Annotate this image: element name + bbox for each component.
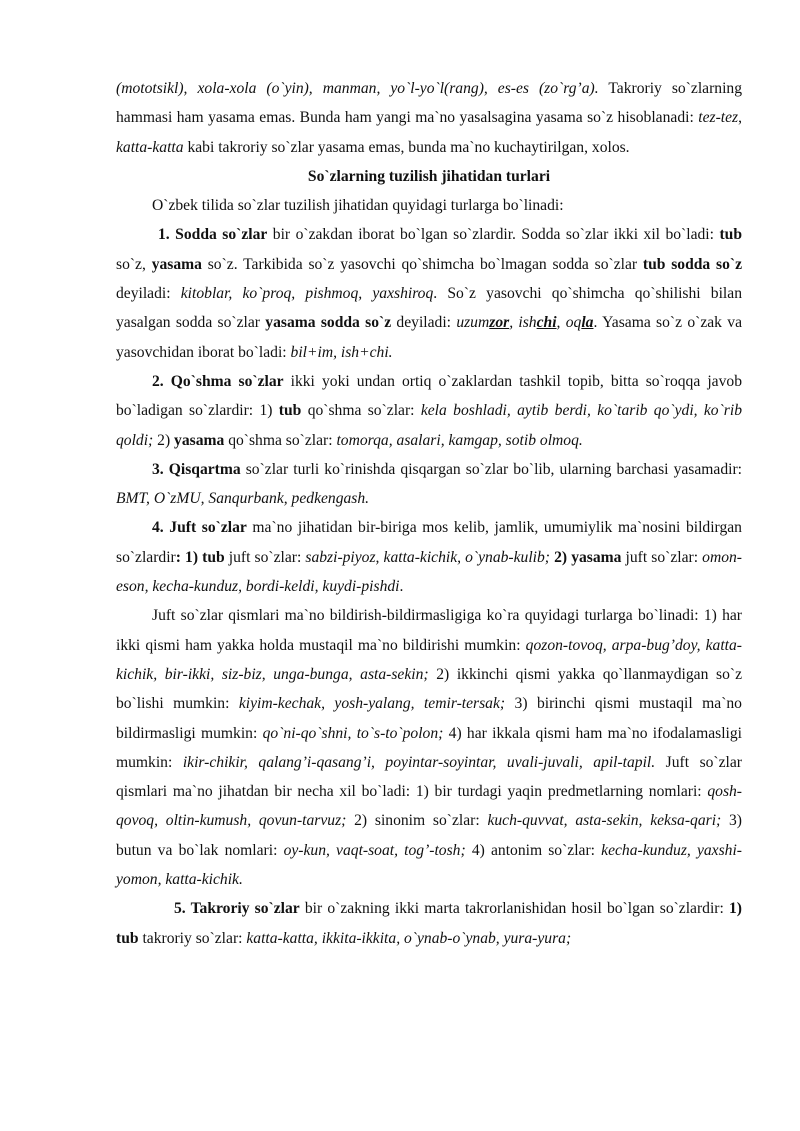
examples-italic: kitoblar, ko`proq, pishmoq, yaxshiroq <box>180 285 434 303</box>
examples-italic: sabzi-piyoz, katta-kichik, o`ynab-kulib; <box>305 548 550 566</box>
examples-italic: tomorqa, asalari, kamgap, sotib olmoq. <box>336 431 583 449</box>
paragraph-juft-sozlar <box>116 513 742 601</box>
text: . <box>399 578 404 596</box>
term-bold: yasama sodda so`z <box>265 314 392 332</box>
text: qo`shma so`zlar: <box>301 402 421 420</box>
examples-italic: (mototsikl), xola-xola (o`yin), manman, yo`l-yo`l(rang), es-es (zo`rg’a). <box>116 80 599 97</box>
term-bold: 4. Juft so`zlar <box>152 519 247 537</box>
text: 4) antonim so`zlar: <box>465 841 602 859</box>
examples-italic: omon-eson, kecha-kunduz, bordi-keldi, kuydi-pishdi <box>116 548 743 596</box>
term-bold: tub sodda so`z <box>642 255 742 273</box>
examples-italic: oy-kun, vaqt-soat, tog’-tosh; <box>283 841 466 859</box>
example-italic: katta-katta <box>116 138 184 156</box>
text: bir o`zakning ikki marta takrorlanishidan hosil bo`lgan so`zlardir: <box>299 900 729 918</box>
examples-italic: ikir-chikir, qalang’i-qasang’i, poyintar-soyintar, uvali-juvali, apil-tapil. <box>182 753 656 771</box>
text: kabi takroriy so`zlar yasama emas, bunda ma`no kuchaytirilgan, xolos. <box>183 138 630 156</box>
text: deyiladi: <box>116 285 181 303</box>
paragraph-qisqartma <box>116 455 742 514</box>
text: , ish <box>509 314 537 332</box>
text: 2) ikkinchi qismi yakka qo`llanmaydigan so`z bo`lishi mumkin: <box>116 665 742 713</box>
examples-italic: BMT, O`zMU, Sanqurbank, pedkengash. <box>116 490 370 508</box>
examples-italic <box>456 314 593 331</box>
term-bold: tub <box>278 402 302 420</box>
text: Juft so`zlar qismlari ma`no bildirish-bildirmasligiga ko`ra quyidagi turlarga bo`linadi: 1) har ikki qismi ham yakka holda mustaqil ma`no bildirishi mumkin: <box>116 607 742 654</box>
document-page <box>116 74 742 953</box>
term-bold: : 1) tub <box>175 548 225 566</box>
examples-italic: kiyim-kechak, yosh-yalang, temir-tersak; <box>238 695 506 713</box>
text: uzum <box>456 314 490 332</box>
text: deyiladi: <box>391 314 457 332</box>
text: bir o`zakdan iborat bo`lgan so`zlardir. Sodda so`zlar ikki xil bo`ladi: <box>267 226 720 244</box>
paragraph-intro: O`zbek tilida so`zlar tuzilish jihatidan quyidagi turlarga bo`linadi: <box>152 197 564 215</box>
text: , oq <box>556 314 582 332</box>
term-bold: tub <box>719 226 742 244</box>
paragraph-qoshma-sozlar <box>116 367 742 455</box>
examples-italic: kecha-kunduz, yaxshi-yomon, katta-kichik. <box>116 841 742 889</box>
suffix-underlined: zor <box>489 314 510 332</box>
term-bold: 1. Sodda so`zlar <box>158 226 268 244</box>
suffix-underlined: chi <box>536 314 557 332</box>
term-bold: yasama <box>151 255 202 273</box>
paragraph-sodda-sozlar <box>116 220 742 366</box>
text: qo`shma so`zlar: <box>224 431 337 449</box>
text: . Yasama so`z o`zak va yasovchidan iborat bo`ladi: <box>116 314 742 361</box>
paragraph-juft-qismlari <box>116 601 742 894</box>
term-bold: 3. Qisqartma <box>152 460 241 478</box>
term-bold: 5. Takroriy so`zlar <box>174 900 300 918</box>
text: ma`no jihatidan bir-biriga mos kelib, jamlik, umumiylik ma`nosini bildirgan so`zlardir <box>116 519 742 566</box>
examples-italic: qo`ni-qo`shni, to`s-to`polon; <box>262 724 444 742</box>
text: 3) birinchi qismi mustaqil ma`no bildirmasligi mumkin: <box>116 695 742 742</box>
examples-italic: qozon-tovoq, arpa-bug’doy, katta-kichik, bir-ikki, siz-biz, unga-bunga, asta-sekin; <box>116 636 742 683</box>
text: takroriy so`zlar: <box>138 929 247 947</box>
text: 2) sinonim so`zlar: <box>346 812 488 830</box>
term-bold: 2. Qo`shma so`zlar <box>152 372 284 390</box>
examples-italic: qosh-qovoq, oltin-kumush, qovun-tarvuz; <box>116 783 742 830</box>
section-heading: So`zlarning tuzilish jihatidan turlari <box>307 167 551 185</box>
term-bold: yasama <box>174 431 225 449</box>
examples-italic: kela boshladi, aytib berdi, ko`tarib qo`ydi, ko`rib qoldi; <box>116 402 742 449</box>
text: , <box>738 109 742 127</box>
text: so`z. Tarkibida so`z yasovchi qo`shimcha bo`lmagan sodda so`zlar <box>201 255 643 273</box>
text: Takroriy so`zlarning hammasi ham yasama emas. Bunda ham yangi ma`no yasalsagina yasama so`z hisoblanadi: <box>116 80 742 127</box>
text: juft so`zlar: <box>621 548 703 566</box>
text: juft so`zlar: <box>224 548 306 566</box>
examples-italic: katta-katta, ikkita-ikkita, o`ynab-o`ynab, yura-yura; <box>246 929 572 947</box>
paragraph-takroriy-intro <box>116 74 742 162</box>
example-italic: tez-tez <box>698 109 739 127</box>
term-bold: 2) yasama <box>554 548 622 566</box>
text: so`zlar turli ko`rinishda qisqargan so`zlar bo`lib, ularning barchasi yasamadir: <box>240 460 742 478</box>
text: so`z, <box>116 255 152 273</box>
suffix-underlined: la <box>581 314 594 332</box>
text: 3) butun va bo`lak nomlari: <box>116 812 742 859</box>
examples-italic: bil+im, ish+chi. <box>290 343 393 361</box>
text: . So`z yasovchi qo`shimcha qo`shilishi bilan yasalgan sodda so`zlar <box>116 285 742 332</box>
term-bold: 1) tub <box>116 900 742 947</box>
text: ikki yoki undan ortiq o`zaklardan tashkil topib, bitta so`roqqa javob bo`ladigan so`zlardir: 1) <box>116 372 742 420</box>
text: 2) <box>153 431 175 449</box>
text: Juft so`zlar qismlari ma`no jihatdan bir necha xil bo`ladi: 1) bir turdagi yaqin predmetlarning nomlari: <box>116 753 742 801</box>
paragraph-takroriy-sozlar <box>116 894 742 953</box>
examples-italic: kuch-quvvat, asta-sekin, keksa-qari; <box>487 812 722 830</box>
text: 4) har ikkala qismi ham ma`no ifodalamasligi mumkin: <box>116 724 743 771</box>
